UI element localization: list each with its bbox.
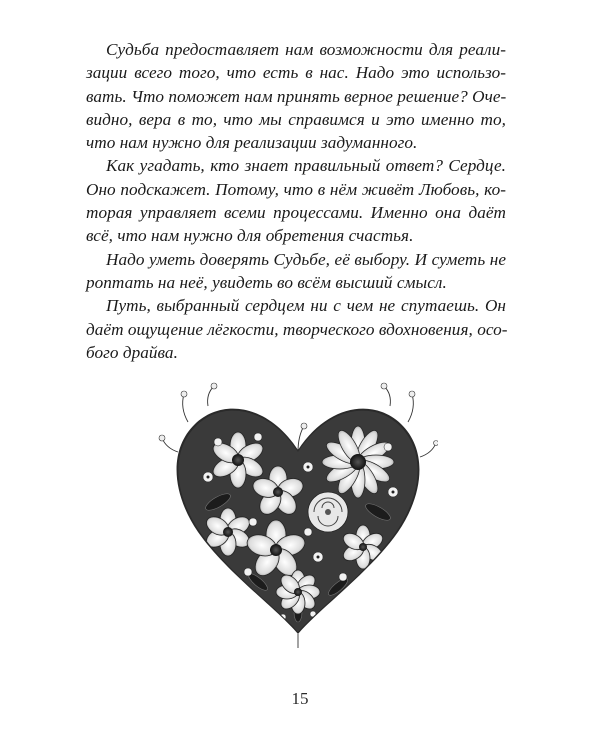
text-line: Оно подскажет. Потому, что в нём живёт Любовь, ко- — [86, 179, 506, 199]
text-line: Судьба предоставляет нам возможности для реали- — [106, 40, 506, 59]
paragraph-1 — [86, 38, 506, 154]
text-line: Надо уметь доверять Судьбе, её выбору. И суметь не — [106, 249, 506, 269]
text-line: даёт ощущение лёгкости, творческого вдохновения, осо- — [86, 319, 508, 339]
text-line: что нам нужно для реализации задуманного. — [86, 133, 418, 153]
text-line: видно, вера в то, что мы справимся и это именно то, — [86, 109, 506, 129]
paragraph-4 — [86, 294, 506, 364]
paragraph-3 — [86, 248, 506, 295]
text-line: бого драйва. — [86, 342, 178, 362]
page-number: 15 — [291, 689, 309, 708]
paragraph-2 — [86, 154, 506, 247]
text-line: зации всего того, что есть в нас. Надо это использо- — [86, 63, 506, 83]
text-line: Как угадать, кто знает правильный ответ? Сердце. — [106, 156, 506, 176]
text-line: роптать на неё, увидеть во всём высший смысл. — [86, 272, 447, 292]
text-line: вать. Что поможет нам принять верное решение? Оче- — [86, 86, 507, 106]
body-text — [86, 38, 506, 364]
text-line: Путь, выбранный сердцем ни с чем не спутаешь. Он — [106, 296, 506, 316]
floral-heart-icon — [158, 382, 438, 650]
text-line: всё, что нам нужно для обретения счастья. — [86, 226, 414, 246]
text-line: торая управляет всеми процессами. Именно она даёт — [86, 203, 506, 223]
